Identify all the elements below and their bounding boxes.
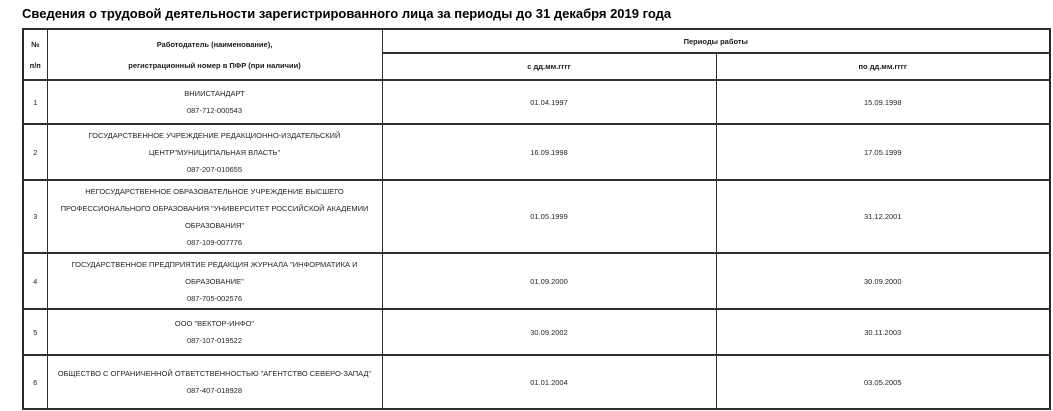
row-number: 6: [23, 355, 47, 409]
table-row: [23, 309, 1050, 355]
employer-cell: [47, 180, 382, 253]
col-header-date-from: с дд.мм.гггг: [382, 53, 716, 80]
employer-reg-number: 087-207-010655: [186, 164, 243, 174]
employment-history-table: [22, 28, 1051, 410]
col-header-work-periods: Периоды работы: [382, 29, 1050, 53]
table-body: [23, 80, 1050, 409]
period-from-date: 01.05.1999: [382, 180, 716, 253]
col-header-date-to: по дд.мм.гггг: [716, 53, 1050, 80]
col-header-number-line1: №: [31, 39, 40, 49]
row-number: 2: [23, 124, 47, 180]
employer-reg-number: 087-407-018928: [186, 386, 243, 395]
employer-cell: [47, 355, 382, 409]
period-from-date: 30.09.2002: [382, 309, 716, 355]
employer-reg-number: 087-705-002576: [186, 293, 243, 303]
period-from-date: 01.04.1997: [382, 80, 716, 124]
header-row-top: [23, 29, 1050, 53]
employer-name: ГОСУДАРСТВЕННОЕ УЧРЕЖДЕНИЕ РЕДАКЦИОННО-ИЗДАТЕЛЬСКИЙ ЦЕНТР"МУНИЦИПАЛЬНАЯ ВЛАСТЬ": [88, 130, 341, 157]
employer-cell: [47, 124, 382, 180]
table-row: [23, 180, 1050, 253]
col-header-number-line2: п/п: [29, 60, 41, 70]
table-row: [23, 124, 1050, 180]
employer-name: ВНИИСТАНДАРТ: [184, 89, 245, 98]
period-to-date: 31.12.2001: [716, 180, 1050, 253]
employer-name: ГОСУДАРСТВЕННОЕ ПРЕДПРИЯТИЕ РЕДАКЦИЯ ЖУРНАЛА "ИНФОРМАТИКА И ОБРАЗОВАНИЕ": [71, 259, 358, 286]
period-to-date: 15.09.1998: [716, 80, 1050, 124]
col-header-number: [23, 29, 47, 80]
row-number: 1: [23, 80, 47, 124]
period-to-date: 30.11.2003: [716, 309, 1050, 355]
period-from-date: 16.09.1998: [382, 124, 716, 180]
col-header-employer: [47, 29, 382, 80]
table-row: [23, 80, 1050, 124]
row-number: 4: [23, 253, 47, 309]
period-to-date: 30.09.2000: [716, 253, 1050, 309]
employer-cell: [47, 309, 382, 355]
employer-cell: [47, 253, 382, 309]
employer-cell: [47, 80, 382, 124]
employer-reg-number: 087-107-019522: [186, 336, 243, 345]
row-number: 5: [23, 309, 47, 355]
employer-name: ООО "ВЕКТОР-ИНФО": [174, 319, 255, 328]
employer-reg-number: 087-109-007776: [186, 237, 243, 247]
employer-name: ОБЩЕСТВО С ОГРАНИЧЕННОЙ ОТВЕТСТВЕННОСТЬЮ "АГЕНТСТВО СЕВЕРО-ЗАПАД": [57, 369, 372, 378]
page-title: Сведения о трудовой деятельности зарегистрированного лица за периоды до 31 декабря 2019 года: [22, 6, 672, 21]
employer-reg-number: 087-712-000543: [186, 106, 243, 115]
table-row: [23, 355, 1050, 409]
table-row: [23, 253, 1050, 309]
row-number: 3: [23, 180, 47, 253]
period-from-date: 01.01.2004: [382, 355, 716, 409]
col-header-employer-line2: регистрационный номер в ПФР (при наличии): [128, 60, 301, 70]
period-to-date: 03.05.2005: [716, 355, 1050, 409]
employer-name: НЕГОСУДАРСТВЕННОЕ ОБРАЗОВАТЕЛЬНОЕ УЧРЕЖДЕНИЕ ВЫСШЕГО ПРОФЕССИОНАЛЬНОГО ОБРАЗОВАНИЯ "УНИВЕРСИТЕТ РОССИЙСКОЙ АКАДЕМИИ ОБРАЗОВАНИЯ": [60, 186, 369, 230]
col-header-employer-line1: Работодатель (наименование),: [156, 39, 273, 49]
period-to-date: 17.05.1999: [716, 124, 1050, 180]
period-from-date: 01.09.2000: [382, 253, 716, 309]
